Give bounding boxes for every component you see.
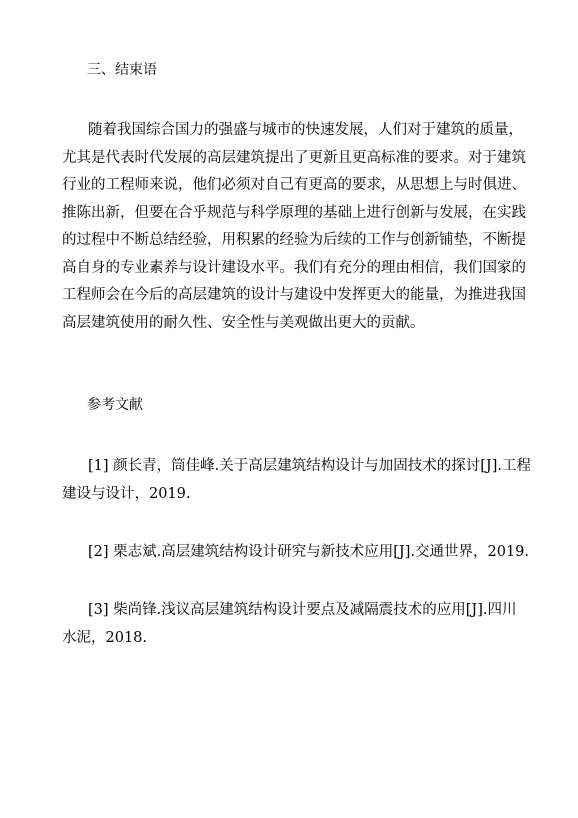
conclusion-paragraph xyxy=(62,117,526,337)
paragraph-line: 工程师会在今后的高层建筑的设计与建设中发挥更大的能量，为推进我国 xyxy=(62,287,526,303)
reference-line: [2] 栗志斌.高层建筑结构设计研究与新技术应用[J].交通世界，2019. xyxy=(88,544,530,560)
section-heading: 三、结束语 xyxy=(87,62,157,78)
references-heading: 参考文献 xyxy=(87,397,143,413)
paragraph-line: 高自身的专业素养与设计建设水平。我们有充分的理由相信，我们国家的 xyxy=(62,259,526,276)
reference-line: 水泥，2018. xyxy=(62,629,148,646)
reference-line: [1] 颜长青，筒佳峰.关于高层建筑结构设计与加固技术的探讨[J].工程 xyxy=(88,458,531,474)
paragraph-line: 的过程中不断总结经验，用积累的经验为后续的工作与创新铺垫，不断提 xyxy=(62,232,526,248)
reference-line: 建设与设计，2019. xyxy=(62,485,191,502)
reference-item-1 xyxy=(62,453,531,508)
reference-item-2 xyxy=(62,539,530,567)
paragraph-line: 推陈出新，但要在合乎规范与科学原理的基础上进行创新与发展，在实践 xyxy=(62,204,526,221)
paragraph-line: 高层建筑使用的耐久性、安全性与美观做出更大的贡献。 xyxy=(62,314,425,331)
paragraph-line: 行业的工程师来说，他们必须对自己有更高的要求，从思想上与时俱进、 xyxy=(62,177,526,193)
reference-line: [3] 柴尚锋.浅议高层建筑结构设计要点及减隔震技术的应用[J].四川 xyxy=(88,602,517,618)
paragraph-line: 尤其是代表时代发展的高层建筑提出了更新且更高标准的要求。对于建筑 xyxy=(62,149,526,166)
paragraph-line: 随着我国综合国力的强盛与城市的快速发展，人们对于建筑的质量， xyxy=(88,122,523,138)
reference-item-3 xyxy=(62,597,526,652)
